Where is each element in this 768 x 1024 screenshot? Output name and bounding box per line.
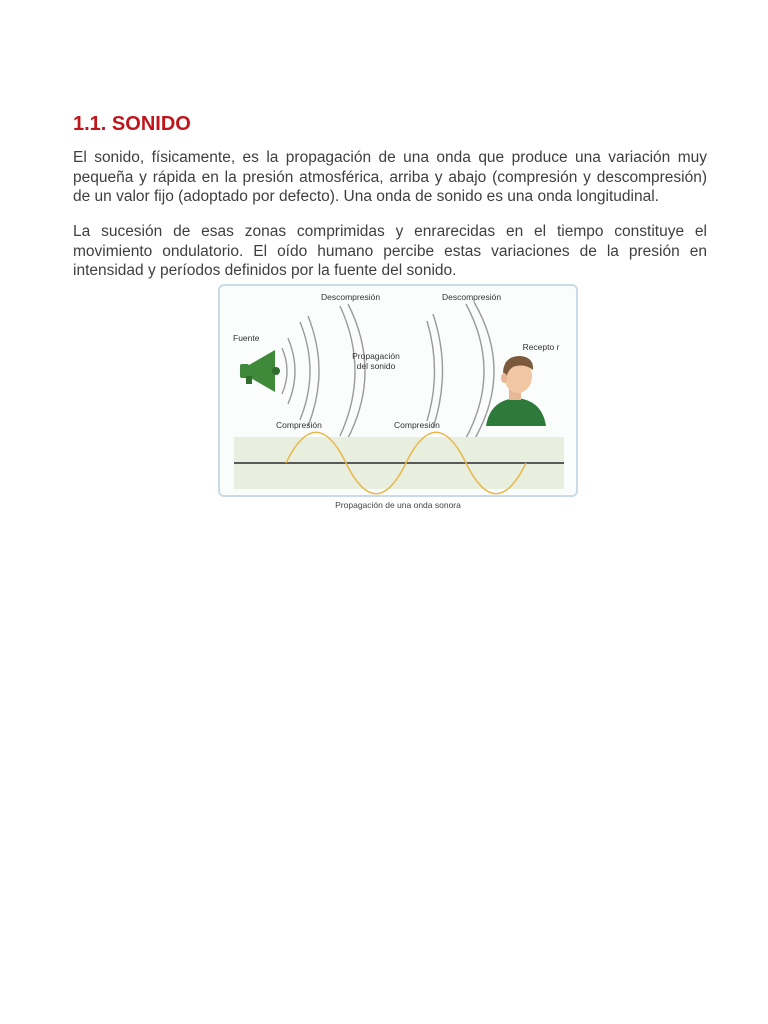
sound-wave-illustration (220, 286, 576, 495)
figure-caption: Propagación de una onda sonora (335, 500, 461, 510)
label-descompresion-2: Descompresión (442, 292, 502, 302)
receiver-person-icon (486, 356, 546, 426)
label-propagacion: Propagación del sonido (352, 351, 400, 371)
section-heading: 1.1. SONIDO (73, 113, 191, 135)
label-receptor: Recepto r (522, 342, 560, 352)
megaphone-icon (240, 350, 280, 392)
sound-wave-figure (218, 284, 578, 497)
label-descompresion-1: Descompresión (321, 292, 381, 302)
label-compresion-2: Compresión (394, 420, 440, 430)
paragraph-2: La sucesión de esas zonas comprimidas y enrarecidas en el tiempo constituye el movimiento ondulatorio. El oído humano percibe estas variaciones de la presión en intensidad y períodos definidos por la fuente del sonido. (73, 223, 707, 279)
label-compresion-1: Compresión (276, 420, 322, 430)
label-fuente: Fuente (233, 333, 260, 343)
paragraph-1: El sonido, físicamente, es la propagación de una onda que produce una variación muy pequeña y rápida en la presión atmosférica, arriba y abajo (compresión y descompresión) de un valor fijo (adoptado por defecto). Una onda de sonido es una onda longitudinal. (73, 149, 707, 205)
